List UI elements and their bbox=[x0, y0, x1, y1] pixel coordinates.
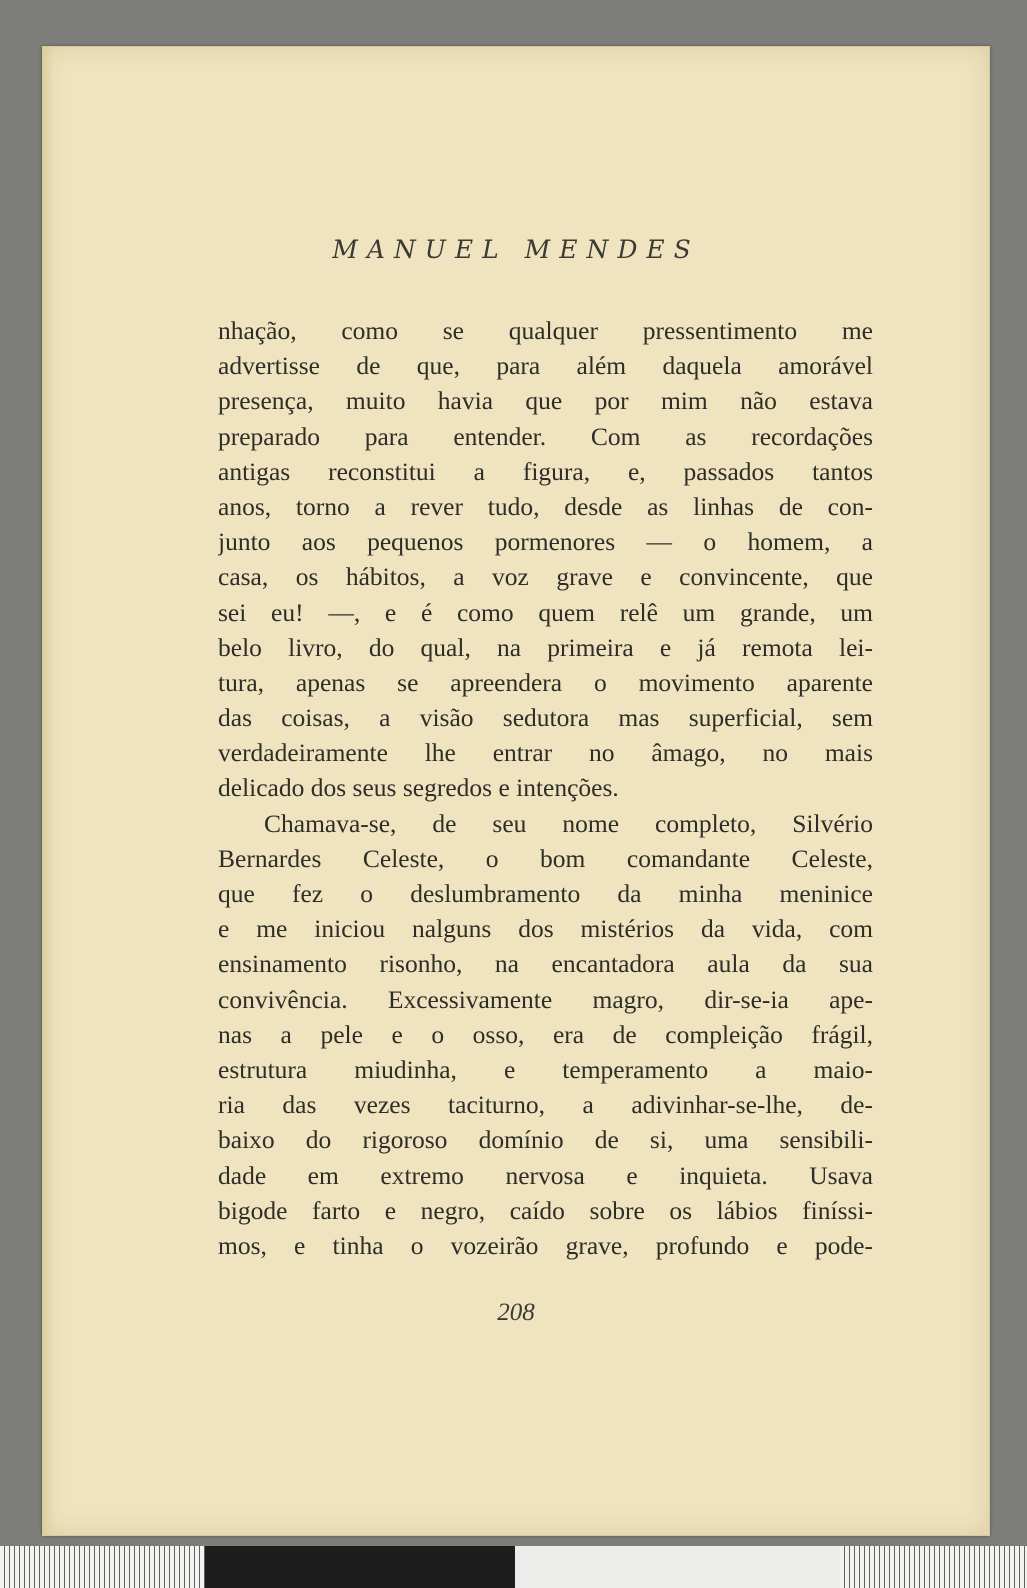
text-line: das coisas, a visão sedutora mas superficial, sem bbox=[218, 703, 873, 733]
paragraph-last-line: delicado dos seus segredos e intenções. bbox=[218, 773, 619, 803]
running-head: MANUEL MENDES bbox=[332, 235, 700, 264]
text-line: tura, apenas se apreendera o movimento aparente bbox=[218, 667, 873, 697]
text-line: bigode farto e negro, caído sobre os lábios finíssi- bbox=[218, 1195, 873, 1225]
scale-ruler-right bbox=[840, 1546, 1027, 1588]
text-line: nhação, como se qualquer pressentimento me bbox=[218, 316, 873, 345]
scale-ruler-left bbox=[0, 1546, 205, 1588]
black-reference-patch bbox=[205, 1546, 515, 1588]
text-line: preparado para entender. Com as recordações bbox=[218, 421, 873, 451]
text-line: Bernardes Celeste, o bom comandante Celeste, bbox=[218, 843, 873, 873]
text-line: presença, muito havia que por mim não estava bbox=[218, 386, 873, 416]
paragraph-first-line: Chamava-se, de seu nome completo, Silvério bbox=[264, 808, 873, 838]
text-line: belo livro, do qual, na primeira e já remota lei- bbox=[218, 632, 873, 662]
text-line: estrutura miudinha, e temperamento a maio- bbox=[218, 1054, 873, 1084]
text-line: ensinamento risonho, na encantadora aula da sua bbox=[218, 949, 873, 979]
text-line: junto aos pequenos pormenores — o homem, a bbox=[218, 527, 873, 557]
text-line: advertisse de que, para além daquela amorável bbox=[218, 351, 873, 381]
text-line: casa, os hábitos, a voz grave e convincente, que bbox=[218, 562, 873, 592]
white-reference-patch bbox=[515, 1546, 840, 1588]
text-line: e me iniciou nalguns dos mistérios da vida, com bbox=[218, 914, 873, 944]
text-line: nas a pele e o osso, era de compleição frágil, bbox=[218, 1019, 873, 1049]
text-line: anos, torno a rever tudo, desde as linhas de con- bbox=[218, 491, 873, 521]
text-line: mos, e tinha o vozeirão grave, profundo e pode- bbox=[218, 1230, 873, 1260]
body-text bbox=[218, 313, 873, 1263]
text-line: que fez o deslumbramento da minha meninice bbox=[218, 879, 873, 908]
text-line: verdadeiramente lhe entrar no âmago, no mais bbox=[218, 738, 873, 768]
book-page bbox=[42, 46, 990, 1536]
text-line: baixo do rigoroso domínio de si, uma sensibili- bbox=[218, 1125, 873, 1155]
text-line: antigas reconstitui a figura, e, passados tantos bbox=[218, 456, 873, 486]
text-line: ria das vezes taciturno, a adivinhar-se-lhe, de- bbox=[218, 1090, 873, 1120]
text-line: convivência. Excessivamente magro, dir-se-ia ape- bbox=[218, 984, 873, 1014]
text-line: sei eu! —, e é como quem relê um grande, um bbox=[218, 597, 873, 627]
page-number: 208 bbox=[497, 1299, 535, 1326]
text-line: dade em extremo nervosa e inquieta. Usava bbox=[218, 1160, 873, 1190]
